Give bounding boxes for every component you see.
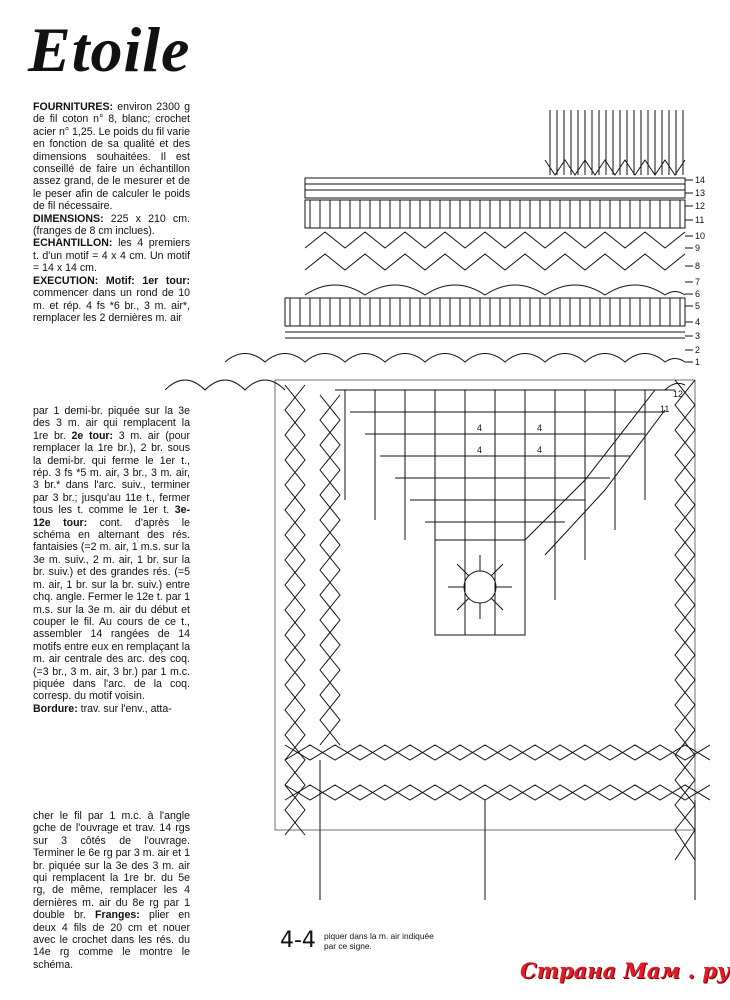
franges-label: Franges: bbox=[95, 909, 140, 922]
franges-text: plier en deux 4 fils de 20 cm et nouer avec le crochet dans les rés. du 14e rg comme le montre le schéma. bbox=[33, 909, 190, 971]
echantillon-label: ECHANTILLON: bbox=[33, 237, 113, 250]
dimensions-label: DIMENSIONS: bbox=[33, 212, 104, 225]
pattern-title: Etoile bbox=[28, 14, 191, 85]
row-number: 14 bbox=[695, 175, 706, 185]
row-number: 6 bbox=[695, 289, 701, 299]
motif-round-number: 4 bbox=[537, 423, 543, 433]
row-number: 7 bbox=[695, 277, 701, 287]
motif-round-number: 11 bbox=[660, 404, 670, 414]
motif-round-number: 4 bbox=[537, 445, 543, 455]
execution-label: EXECUTION: Motif: 1er tour: bbox=[33, 274, 190, 287]
fringe-diagram bbox=[545, 110, 685, 175]
tour1-end-text: par 1 demi-br. piquée sur la 3e des 3 m. air qui remplacent la 1re br. bbox=[33, 405, 190, 442]
border-rows bbox=[165, 178, 693, 390]
row-number: 11 bbox=[695, 215, 705, 225]
bordure-text: trav. sur l'env., atta- bbox=[77, 702, 172, 715]
echantillon-text: les 4 premiers t. d'un motif = 4 x 4 cm. Un motif = 14 x 14 cm. bbox=[33, 237, 190, 275]
crochet-chart-diagram bbox=[165, 100, 710, 920]
row-number: 5 bbox=[695, 301, 701, 311]
motif-round-number: 4 bbox=[477, 445, 483, 455]
execution-text: commencer dans un rond de 10 m. et rép. 4 fs *6 br., 3 m. air*, remplacer les 2 dernières m. air bbox=[33, 287, 190, 324]
row-number: 8 bbox=[695, 261, 701, 271]
motif-chart bbox=[335, 390, 675, 635]
bordure-label: Bordure: bbox=[33, 702, 78, 715]
tour2-text: 3 m. air (pour remplacer la 1re br.), 2 br. sous la demi-br. qui ferme le 1er t., rép. 3 fs *5 m. air, 3 br., 3 m. air, 3 br.* dans l'arc. suiv., terminer par 3 br.; jusqu'au 11e t., fermer tous les t. comme le 1er t. bbox=[33, 429, 190, 517]
row-number: 2 bbox=[695, 345, 701, 355]
tour2-label: 2e tour: bbox=[71, 429, 114, 442]
join-symbol: 4-4 bbox=[280, 928, 316, 953]
row-number: 3 bbox=[695, 331, 701, 341]
tour3-text: cont. d'après le schéma en alternant des rés. fantaisies (=2 m. air, 1 m.s. sur la 3e m. suiv., 2 m. air, 1 br. sur la br. suiv.) et des grandes rés. (=5 m. air, 1 br. sur la br. suiv.) entre chq. angle. Fermer le 12e t. par 1 m.s. sur la 3e m. air du début et couper le fil. Au cours de ce t., assembler 14 rangées de 14 motifs entre eux en remplaçant la m. air centrale des arc. des coq. (=3 br., 3 m. air, 3 br.) par 1 m.c. piquée dans l'arc. de la coq. corresp. du motif voisin. bbox=[33, 516, 190, 703]
site-watermark: Страна Мам . ру bbox=[520, 958, 730, 983]
motif-round-number: 4 bbox=[477, 423, 483, 433]
row-number: 12 bbox=[695, 201, 706, 211]
dimensions-text: 225 x 210 cm. (franges de 8 cm inclues). bbox=[33, 212, 190, 238]
row-number: 9 bbox=[695, 243, 701, 253]
fournitures-label: FOURNITURES: bbox=[33, 101, 114, 113]
fournitures-text: environ 2300 g de fil coton n° 8, blanc; crochet acier n° 1,25. Le poids du fil varie en fonction de sa qualité et des dimensions souhaitées. Il est conseillé de faire un échantillon assez grand, de le mesurer et de le peser afin de calculer le poids de fil nécessaire. bbox=[33, 101, 190, 213]
row-number: 4 bbox=[695, 317, 701, 327]
motif-round-number: 12 bbox=[673, 389, 684, 399]
bordure-continued-text: cher le fil par 1 m.c. à l'angle gche de l'ouvrage et trav. 14 rgs sur 3 côtés de l'ouvrage. Terminer le 6e rg par 3 m. air et 1 br. piquée sur la 3e des 3 m. air qui remplacent la 1re br. du 5e rg, de même, remplacer les 4 dernières m. air du 8e rg par 1 double br. bbox=[33, 810, 190, 922]
row-number: 13 bbox=[695, 188, 706, 198]
legend-text: piquer dans la m. air indiquée par ce signe. bbox=[323, 930, 434, 951]
row-number: 10 bbox=[695, 231, 706, 241]
symbol-legend bbox=[280, 928, 434, 953]
row-number: 1 bbox=[695, 357, 701, 367]
tour3-label: 3e-12e tour: bbox=[33, 504, 190, 529]
